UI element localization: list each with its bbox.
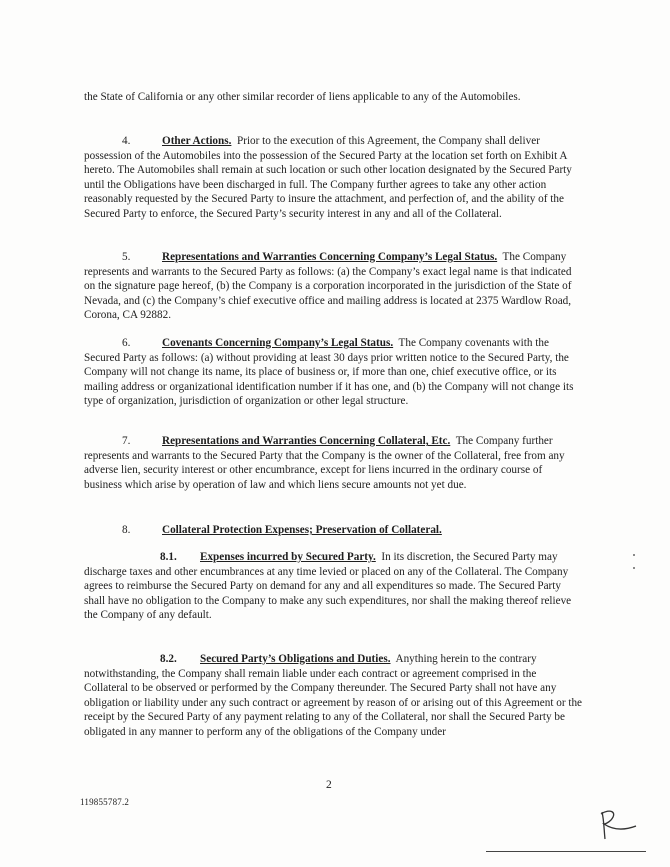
section-6 xyxy=(84,336,582,409)
section-8-1-number: 8.1. xyxy=(160,551,177,563)
section-7-number: 7. xyxy=(122,435,131,447)
section-4 xyxy=(84,134,582,222)
section-7-body: The Company further represents and warrants to the Secured Party that the Company is the owner of the Collateral, free from any adverse lien, security interest or other encumbrance, except for liens incurred in the ordinary course of business which arise by operation of law and which liens secure amounts not yet due. xyxy=(84,435,565,491)
section-6-heading: Covenants Concerning Company’s Legal Status. xyxy=(162,337,394,349)
continuation-paragraph xyxy=(84,90,582,105)
section-8-2 xyxy=(84,652,582,740)
section-8-2-body: Anything herein to the contrary notwithstanding, the Company shall remain liable under each contract or agreement comprised in the Collateral to be observed or performed by the Company thereunder. The Secured Party shall not have any obligation or liability under any such contract or agreement by reason of or arising out of this Agreement or the receipt by the Secured Party of any payment relating to any of the Collateral, nor shall the Secured Party be obligated in any manner to perform any of the obligations of the Company under xyxy=(84,653,583,738)
handwritten-initials-icon xyxy=(592,808,640,842)
signature-line xyxy=(486,851,646,852)
section-8-1-heading: Expenses incurred by Secured Party. xyxy=(200,551,376,563)
section-6-body: The Company covenants with the Secured Party as follows: (a) without providing at least 30 days prior written notice to the Secured Party, the Company will not change its name, its place of business or, if more than one, chief executive office, or its mailing address or organizational identification number if it has one, and (b) the Company will not change its type of organization, jurisdiction of organization or other legal structure. xyxy=(84,337,574,408)
section-8-2-number: 8.2. xyxy=(160,653,177,665)
continuation-text: the State of California or any other similar recorder of liens applicable to any of the Automobiles. xyxy=(84,91,521,103)
section-5-body: The Company represents and warrants to the Secured Party as follows: (a) the Company’s exact legal name is that indicated on the signature page hereof, (b) the Company is a corporation incorporated in the jurisdiction of the State of Nevada, and (c) the Company’s chief executive office and mailing address is located at 2375 Wardlow Road, Corona, CA 92882. xyxy=(84,251,572,322)
section-4-number: 4. xyxy=(122,135,131,147)
section-6-number: 6. xyxy=(122,337,131,349)
section-5-number: 5. xyxy=(122,251,131,263)
page-number: 2 xyxy=(326,779,332,791)
section-8 xyxy=(84,523,582,538)
section-4-body: Prior to the execution of this Agreement, the Company shall deliver possession of the Automobiles into the possession of the Secured Party at the location set forth on Exhibit A hereto. The Automobiles shall remain at such location or such other location designated by the Secured Party until the Obligations have been discharged in full. The Company further agrees to take any other action reasonably requested by the Secured Party to insure the attachment, and perfection of, and the ability of the Secured Party to enforce, the Secured Party’s security interest in any and all of the Collateral. xyxy=(84,135,572,220)
section-7 xyxy=(84,434,582,492)
section-8-number: 8. xyxy=(122,524,131,536)
section-5 xyxy=(84,250,582,323)
section-8-1-body: In its discretion, the Secured Party may discharge taxes and other encumbrances at any time levied or placed on any of the Collateral. The Company agrees to reimburse the Secured Party on demand for any and all expenditures so made. The Secured Party shall have no obligation to the Company to make any such expenditures, nor shall the making thereof relieve the Company of any default. xyxy=(84,551,572,622)
section-7-heading: Representations and Warranties Concerning Collateral, Etc. xyxy=(162,435,451,447)
section-8-heading: Collateral Protection Expenses; Preservation of Collateral. xyxy=(162,524,442,536)
section-8-2-heading: Secured Party’s Obligations and Duties. xyxy=(200,653,391,665)
document-id: 119855787.2 xyxy=(80,797,130,807)
section-4-heading: Other Actions. xyxy=(162,135,232,147)
section-8-1 xyxy=(84,550,582,623)
margin-specks xyxy=(632,552,636,572)
section-5-heading: Representations and Warranties Concerning Company’s Legal Status. xyxy=(162,251,498,263)
